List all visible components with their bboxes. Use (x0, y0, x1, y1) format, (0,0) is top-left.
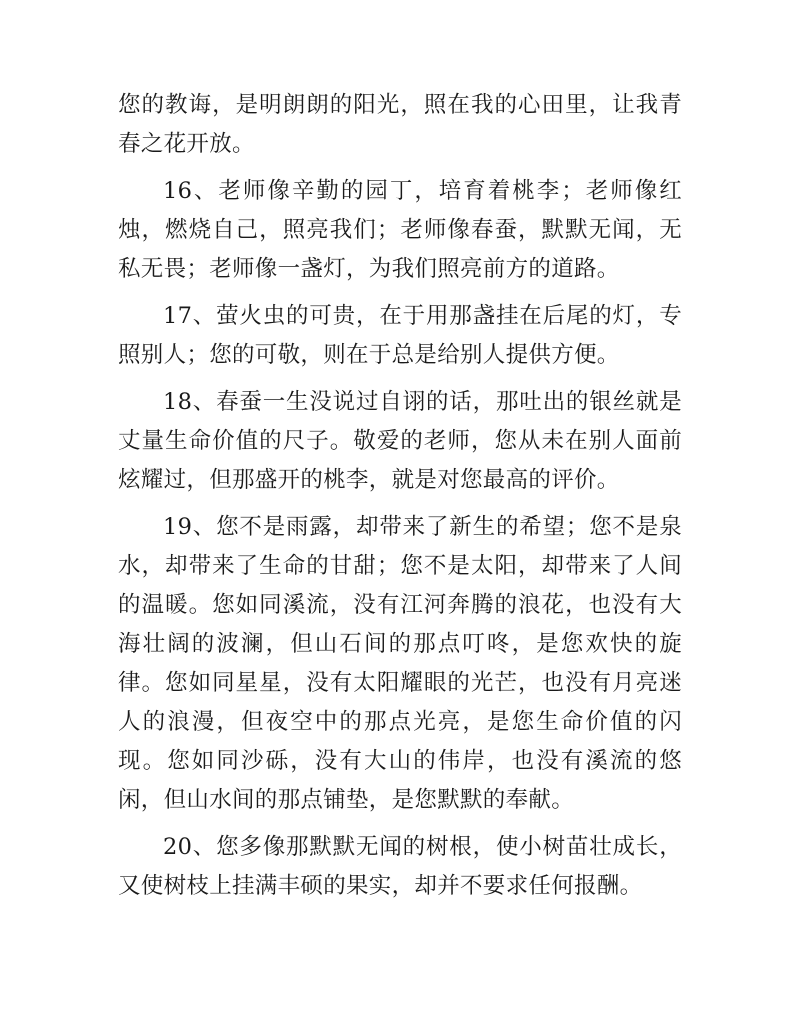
paragraph-16: 16、老师像辛勤的园丁，培育着桃李；老师像红烛，燃烧自己，照亮我们；老师像春蚕，默默无闻，无私无畏；老师像一盏灯，为我们照亮前方的道路。 (118, 178, 682, 282)
paragraph-19: 19、您不是雨露，却带来了新生的希望；您不是泉水，却带来了生命的甘甜；您不是太阳，却带来了人间的温暖。您如同溪流，没有江河奔腾的浪花，也没有大海壮阔的波澜，但山石间的那点叮咚，是您欢快的旋律。您如同星星，没有太阳耀眼的光芒，也没有月亮迷人的浪漫，但夜空中的那点光亮，是您生命价值的闪现。您如同沙砾，没有大山的伟岸，也没有溪流的悠闲，但山水间的那点铺垫，是您默默的奉献。 (118, 514, 682, 813)
paragraph-18: 18、春蚕一生没说过自诩的话，那吐出的银丝就是丈量生命价值的尺子。敬爱的老师，您从未在别人面前炫耀过，但那盛开的桃李，就是对您最高的评价。 (118, 389, 682, 493)
document-page (118, 86, 682, 906)
paragraph-20: 20、您多像那默默无闻的树根，使小树苗壮成长，又使树枝上挂满丰硕的果实，却并不要求任何报酬。 (118, 834, 682, 899)
paragraph-17: 17、萤火虫的可贵，在于用那盏挂在后尾的灯，专照别人；您的可敬，则在于总是给别人提供方便。 (118, 303, 682, 368)
paragraph-continuation: 您的教诲，是明朗朗的阳光，照在我的心田里，让我青春之花开放。 (118, 92, 682, 157)
